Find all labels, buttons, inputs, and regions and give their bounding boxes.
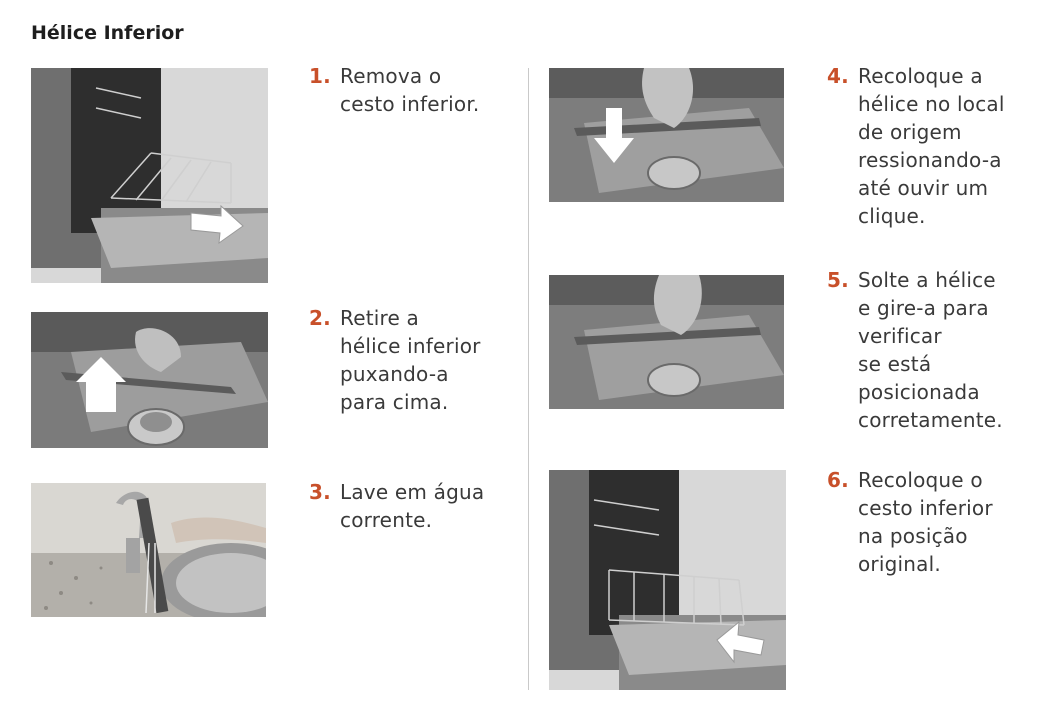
step-text: Recoloque a hélice no local de origem ressionando-a até ouvir um clique. bbox=[858, 64, 1005, 228]
step-1-photo bbox=[31, 68, 268, 283]
page-title: Hélice Inferior bbox=[31, 22, 184, 44]
step-text: Retire a hélice inferior puxando-a para cima. bbox=[340, 306, 481, 414]
step-2-photo bbox=[31, 312, 268, 448]
step-text: Solte a hélice e gire-a para verificar se está posicionada corretamente. bbox=[858, 268, 1003, 432]
step-number: 5. bbox=[827, 268, 849, 292]
step-6-photo bbox=[549, 470, 786, 690]
step-5-photo bbox=[549, 275, 784, 409]
step-number: 1. bbox=[309, 64, 331, 88]
step-4-photo bbox=[549, 68, 784, 202]
step-3-photo bbox=[31, 483, 266, 617]
step-text: Remova o cesto inferior. bbox=[340, 64, 480, 116]
step-number: 6. bbox=[827, 468, 849, 492]
step-number: 3. bbox=[309, 480, 331, 504]
step-text: Recoloque o cesto inferior na posição original. bbox=[858, 468, 993, 576]
step-number: 2. bbox=[309, 306, 331, 330]
step-text: Lave em água corrente. bbox=[340, 480, 485, 532]
step-number: 4. bbox=[827, 64, 849, 88]
